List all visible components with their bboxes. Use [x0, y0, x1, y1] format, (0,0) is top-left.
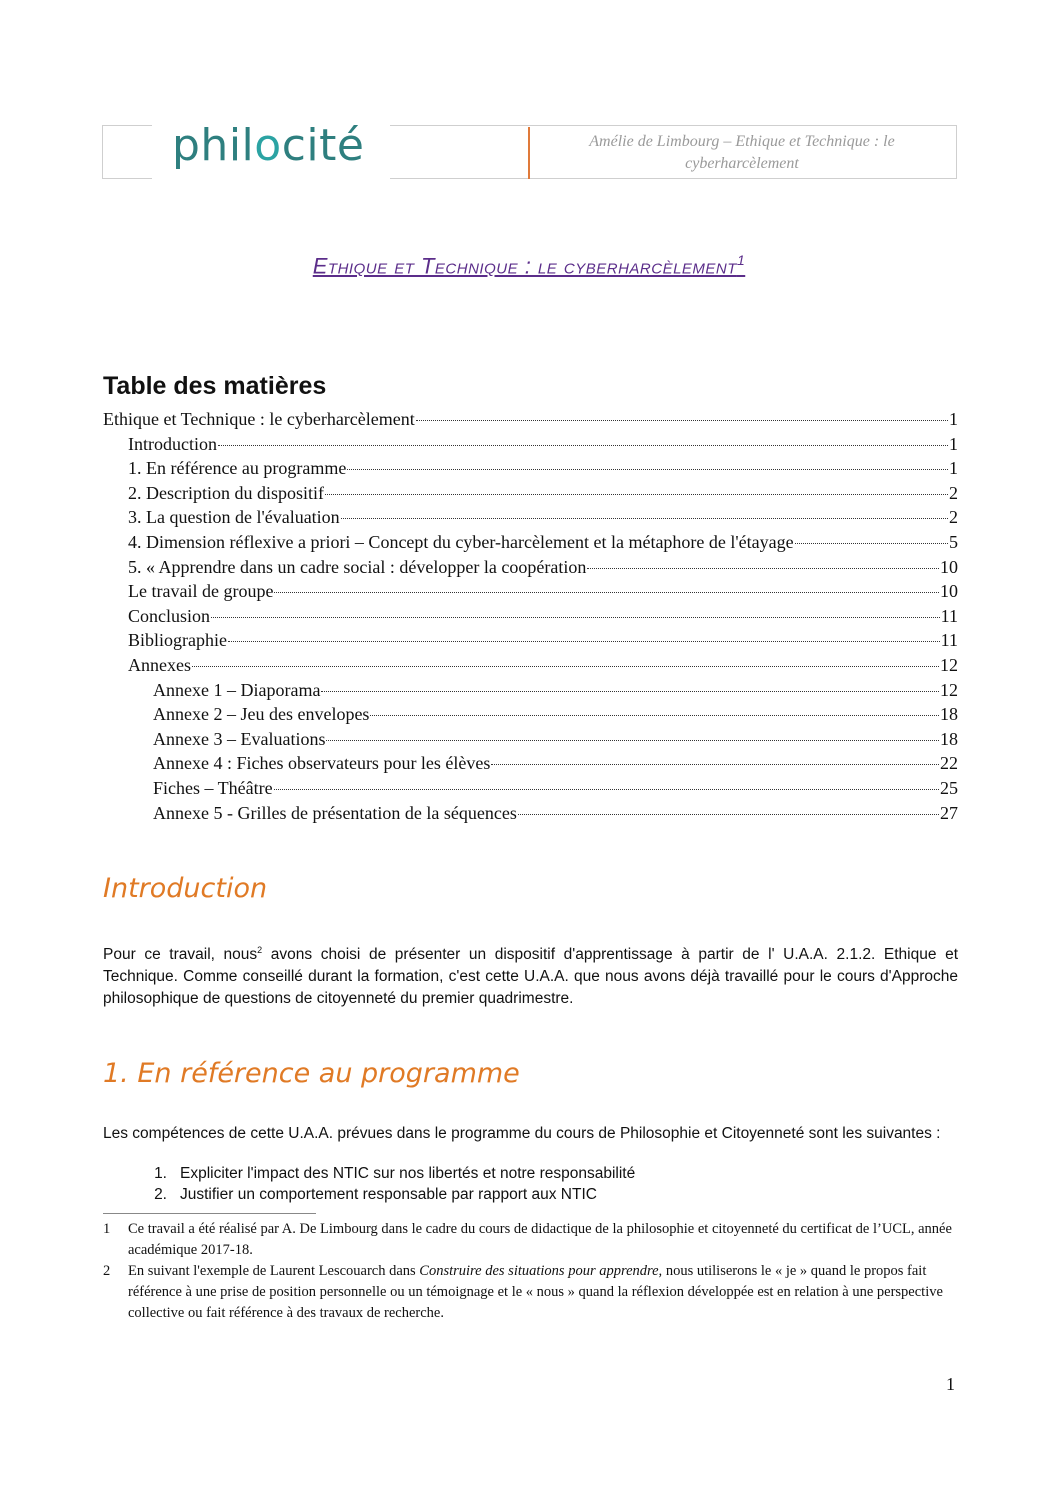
toc-heading: Table des matières	[103, 372, 327, 400]
toc-entry[interactable]: Introduction 1	[128, 433, 958, 454]
list-item: 2. Justifier un comportement responsable par rapport aux NTIC	[154, 1186, 597, 1203]
toc-entry[interactable]: Annexe 4 : Fiches observateurs pour les élèves 22	[153, 753, 958, 774]
footnote: 1 Ce travail a été réalisé par A. De Limbourg dans le cadre du cours de didactique de la philosophie et citoyenneté du certificat de l’UCL, année académique 2017-18.	[103, 1221, 952, 1258]
footnote: 2 En suivant l'exemple de Laurent Lescouarch dans Construire des situations pour apprendre, nous utiliserons le « je » quand le propos fait référence à une prise de position personnelle ou un témoignage et le « nous » quand la réflexion développée est en relation à une perspective collective ou fait référence à des travaux de recherche.	[103, 1263, 943, 1321]
toc-entry[interactable]: Annexe 2 – Jeu des envelopes 18	[153, 704, 958, 725]
section1-paragraph: Les compétences de cette U.A.A. prévues dans le programme du cours de Philosophie et Citoyenneté sont les suivantes :	[103, 1125, 941, 1142]
page-number: 1	[946, 1374, 955, 1394]
footnote-separator	[103, 1213, 316, 1214]
competences-list	[103, 1163, 958, 1205]
toc-entry[interactable]: 1. En référence au programme 1	[128, 458, 958, 479]
header-divider	[528, 127, 530, 179]
toc-entry[interactable]: Annexes 12	[128, 654, 958, 675]
toc-entry[interactable]: Annexe 1 – Diaporama 12	[153, 679, 958, 700]
toc-entry[interactable]: 5. « Apprendre dans un cadre social : développer la coopération 10	[128, 556, 958, 577]
toc-entry[interactable]: Annexe 5 - Grilles de présentation de la séquences 27	[153, 802, 958, 823]
toc-entry[interactable]: Le travail de groupe 10	[128, 581, 958, 602]
toc-entry[interactable]: Conclusion 11	[128, 605, 958, 626]
footnotes	[103, 1219, 958, 1324]
header-author-title: Amélie de Limbourg – Ethique et Technique : le cyberharcèlement	[589, 133, 895, 172]
table-of-contents	[103, 407, 958, 825]
introduction-heading: Introduction	[103, 873, 268, 904]
footnote-ref-2[interactable]: 2	[257, 945, 263, 955]
introduction-paragraph: Pour ce travail, nous$^2$ avons choisi de présenter un dispositif d'apprentissage à partir de l' U.A.A. 2.1.2. Ethique et Technique. Comme conseillé durant la formation, c'est cette U.A.A. que nous avons déjà travaillé pour le cours d'Approche philosophique de questions de citoyenneté du premier quadrimestre.	[103, 945, 959, 1008]
philocite-logo	[152, 121, 390, 185]
toc-entry[interactable]: Ethique et Technique : le cyberharcèlement 1	[103, 409, 958, 429]
toc-entry[interactable]: 2. Description du dispositif 2	[128, 482, 958, 503]
logo-text: philocité	[172, 120, 365, 171]
toc-entry[interactable]: Annexe 3 – Evaluations 18	[153, 728, 958, 749]
toc-entry[interactable]: Bibliographie 11	[128, 630, 958, 651]
toc-entry[interactable]: 4. Dimension réflexive a priori – Concept du cyber-harcèlement et la métaphore de l'étayage 5	[128, 531, 958, 552]
toc-entry[interactable]: Fiches – Théâtre 25	[153, 777, 958, 798]
toc-entry[interactable]: 3. La question de l'évaluation 2	[128, 507, 958, 528]
section1-heading: 1. En référence au programme	[103, 1058, 520, 1089]
list-item: 1. Expliciter l'impact des NTIC sur nos libertés et notre responsabilité	[154, 1165, 636, 1182]
title-footnote-ref[interactable]: 1	[736, 252, 746, 268]
document-title: Ethique et Technique : le cyberharcèlement$^1$	[312, 252, 746, 279]
